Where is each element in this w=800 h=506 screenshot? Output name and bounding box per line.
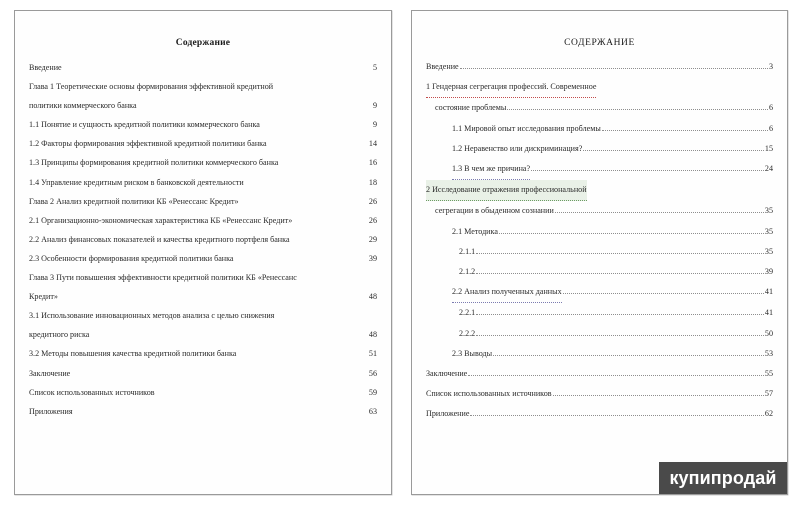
leader-dots <box>602 129 768 131</box>
watermark-badge <box>659 462 787 494</box>
toc-entry-label: сегрегации в обыденном сознании <box>435 206 554 216</box>
toc-entry-label: 2.3 Выводы <box>452 348 493 358</box>
leader-dots <box>597 88 772 89</box>
toc-entry <box>426 384 773 404</box>
leader-dots <box>555 211 764 213</box>
toc-entry <box>29 364 377 383</box>
leader-dots <box>531 169 764 171</box>
toc-entry-page: 15 <box>764 143 773 153</box>
page-right-title: СОДЕРЖАНИЕ <box>564 38 635 48</box>
document-page-right <box>411 10 788 495</box>
toc-entry-page: 35 <box>764 226 773 236</box>
toc-entry-page: 39 <box>764 267 773 277</box>
toc-entry-label: 2.2 Анализ финансовых показателей и качества кредитного портфеля банка <box>29 234 290 244</box>
toc-entry <box>29 325 377 344</box>
toc-entry <box>29 383 377 402</box>
toc-entry <box>29 306 377 325</box>
toc-entry-label: кредитного риска <box>29 330 90 340</box>
toc-entry-page: 50 <box>764 328 773 338</box>
toc-entry <box>29 268 377 287</box>
toc-entry-label: 2.2.1 <box>459 308 476 318</box>
leader-dots <box>563 292 764 294</box>
leader-dots <box>476 313 764 315</box>
leader-dots <box>588 191 772 192</box>
toc-entry-label: Глава 1 Теоретические основы формирования эффективной кредитной <box>29 82 274 92</box>
toc-entry <box>426 242 773 262</box>
toc-entry <box>426 57 773 77</box>
toc-entry-label: Приложения <box>29 406 73 416</box>
watermark-text: купипродай <box>669 467 777 488</box>
toc-entry <box>29 402 377 421</box>
toc-entry-page: 53 <box>764 348 773 358</box>
toc-entry-label: Заключение <box>29 368 71 378</box>
toc-list-left <box>29 58 377 421</box>
toc-entry-label: Глава 2 Анализ кредитной политики КБ «Ренессанс Кредит» <box>29 196 239 206</box>
toc-entry <box>426 201 773 221</box>
toc-entry-page: 26 <box>368 215 377 225</box>
toc-entry <box>29 134 377 153</box>
toc-entry-page: 35 <box>764 246 773 256</box>
toc-entry <box>29 153 377 172</box>
toc-entry-page: 6 <box>768 123 773 133</box>
toc-entry-label: 1.2 Факторы формирования эффективной кредитной политики банка <box>29 139 267 149</box>
toc-entry-page: 39 <box>368 253 377 263</box>
toc-entry-page: 48 <box>368 330 377 340</box>
toc-entry <box>29 173 377 192</box>
toc-entry-page: 14 <box>368 139 377 149</box>
toc-entry-label: Заключение <box>426 369 468 379</box>
toc-entry-label: 1.4 Управление кредитным риском в банковской деятельности <box>29 177 244 187</box>
toc-entry-label: 1 Гендерная сегрегация профессий. Современное <box>426 77 596 98</box>
toc-entry-label: 1.3 В чем же причина? <box>452 159 530 180</box>
toc-entry-label: 3.2 Методы повышения качества кредитной политики банка <box>29 349 237 359</box>
toc-entry-page: 26 <box>368 196 377 206</box>
toc-entry <box>426 77 773 98</box>
toc-entry <box>426 262 773 282</box>
toc-entry-label: 2.1.2 <box>459 267 476 277</box>
toc-entry-page: 41 <box>764 287 773 297</box>
leader-dots <box>553 394 764 396</box>
leader-dots <box>476 252 764 254</box>
toc-entry-label: политики коммерческого банка <box>29 101 137 111</box>
toc-entry-label: 1.3 Принципы формирования кредитной политики коммерческого банка <box>29 158 279 168</box>
toc-entry-label: 1.2 Неравенство или дискриминация? <box>452 143 583 153</box>
toc-entry-label: 2.3 Особенности формирования кредитной политики банка <box>29 253 234 263</box>
toc-entry-label: 2.1 Методика <box>452 226 498 236</box>
toc-entry-label: 1.1 Понятие и сущность кредитной политики коммерческого банка <box>29 120 260 130</box>
toc-entry-page: 57 <box>764 389 773 399</box>
toc-entry-label: Список использованных источников <box>29 387 155 397</box>
toc-entry <box>426 404 773 424</box>
toc-entry-page: 35 <box>764 206 773 216</box>
page-left-content <box>15 11 391 494</box>
page-right-content <box>412 11 787 494</box>
toc-entry <box>29 96 377 115</box>
toc-entry <box>426 159 773 180</box>
leader-dots <box>583 149 764 151</box>
toc-entry <box>29 344 377 363</box>
toc-entry <box>426 303 773 323</box>
toc-entry-page: 5 <box>372 63 377 72</box>
toc-entry <box>29 249 377 268</box>
toc-entry-page: 24 <box>764 164 773 174</box>
toc-entry-page: 41 <box>764 308 773 318</box>
leader-dots <box>460 67 768 69</box>
toc-entry-page: 48 <box>368 292 377 302</box>
leader-dots <box>470 414 763 416</box>
toc-entry <box>29 192 377 211</box>
toc-entry-page: 6 <box>768 103 773 113</box>
toc-entry <box>29 58 377 77</box>
toc-entry-page: 16 <box>368 158 377 168</box>
toc-entry-label: 2.2.2 <box>459 328 476 338</box>
toc-entry <box>426 180 773 201</box>
toc-entry <box>426 282 773 303</box>
toc-entry-label: Введение <box>29 63 62 72</box>
toc-entry-label: Введение <box>426 62 459 71</box>
toc-entry-page: 9 <box>372 120 377 130</box>
toc-entry-page: 3 <box>768 62 773 71</box>
leader-dots <box>499 232 764 234</box>
toc-entry-page: 63 <box>368 406 377 416</box>
toc-entry-page: 55 <box>764 369 773 379</box>
toc-entry-label: Список использованных источников <box>426 389 552 399</box>
leader-dots <box>476 272 764 274</box>
toc-entry-page: 62 <box>764 409 773 419</box>
toc-entry <box>29 211 377 230</box>
toc-entry-label: 2.2 Анализ полученных данных <box>452 282 562 303</box>
toc-list-right <box>426 57 773 425</box>
toc-entry-label: 2 Исследование отражения профессиональной <box>426 180 587 201</box>
page-left-title: Содержание <box>175 38 231 48</box>
toc-entry <box>426 324 773 344</box>
toc-entry-page: 51 <box>368 349 377 359</box>
toc-entry-label: 2.1.1 <box>459 246 476 256</box>
toc-entry-page: 9 <box>372 101 377 111</box>
toc-entry-label: 3.1 Использование инновационных методов анализа с целью снижения <box>29 311 275 321</box>
leader-dots <box>493 354 764 356</box>
toc-entry-page: 59 <box>368 387 377 397</box>
toc-entry <box>29 287 377 306</box>
toc-entry-label: 1.1 Мировой опыт исследования проблемы <box>452 123 601 133</box>
leader-dots <box>507 108 768 110</box>
toc-entry <box>29 115 377 134</box>
toc-entry <box>426 222 773 242</box>
toc-entry-label: Глава 3 Пути повышения эффективности кредитной политики КБ «Ренессанс <box>29 273 297 283</box>
toc-entry <box>29 230 377 249</box>
toc-entry <box>29 77 377 96</box>
leader-dots <box>468 374 764 376</box>
toc-entry-page: 56 <box>368 368 377 378</box>
toc-entry-page: 18 <box>368 177 377 187</box>
toc-entry-page: 29 <box>368 234 377 244</box>
toc-entry <box>426 344 773 364</box>
toc-entry <box>426 119 773 139</box>
toc-entry-label: 2.1 Организационно-экономическая характеристика КБ «Ренессанс Кредит» <box>29 215 293 225</box>
toc-entry <box>426 139 773 159</box>
toc-entry-label: Приложение <box>426 409 470 419</box>
document-page-left <box>14 10 392 495</box>
toc-entry-label: Кредит» <box>29 292 58 302</box>
toc-entry <box>426 98 773 118</box>
toc-entry-label: состояние проблемы <box>435 103 507 113</box>
leader-dots <box>476 334 764 336</box>
toc-entry <box>426 364 773 384</box>
